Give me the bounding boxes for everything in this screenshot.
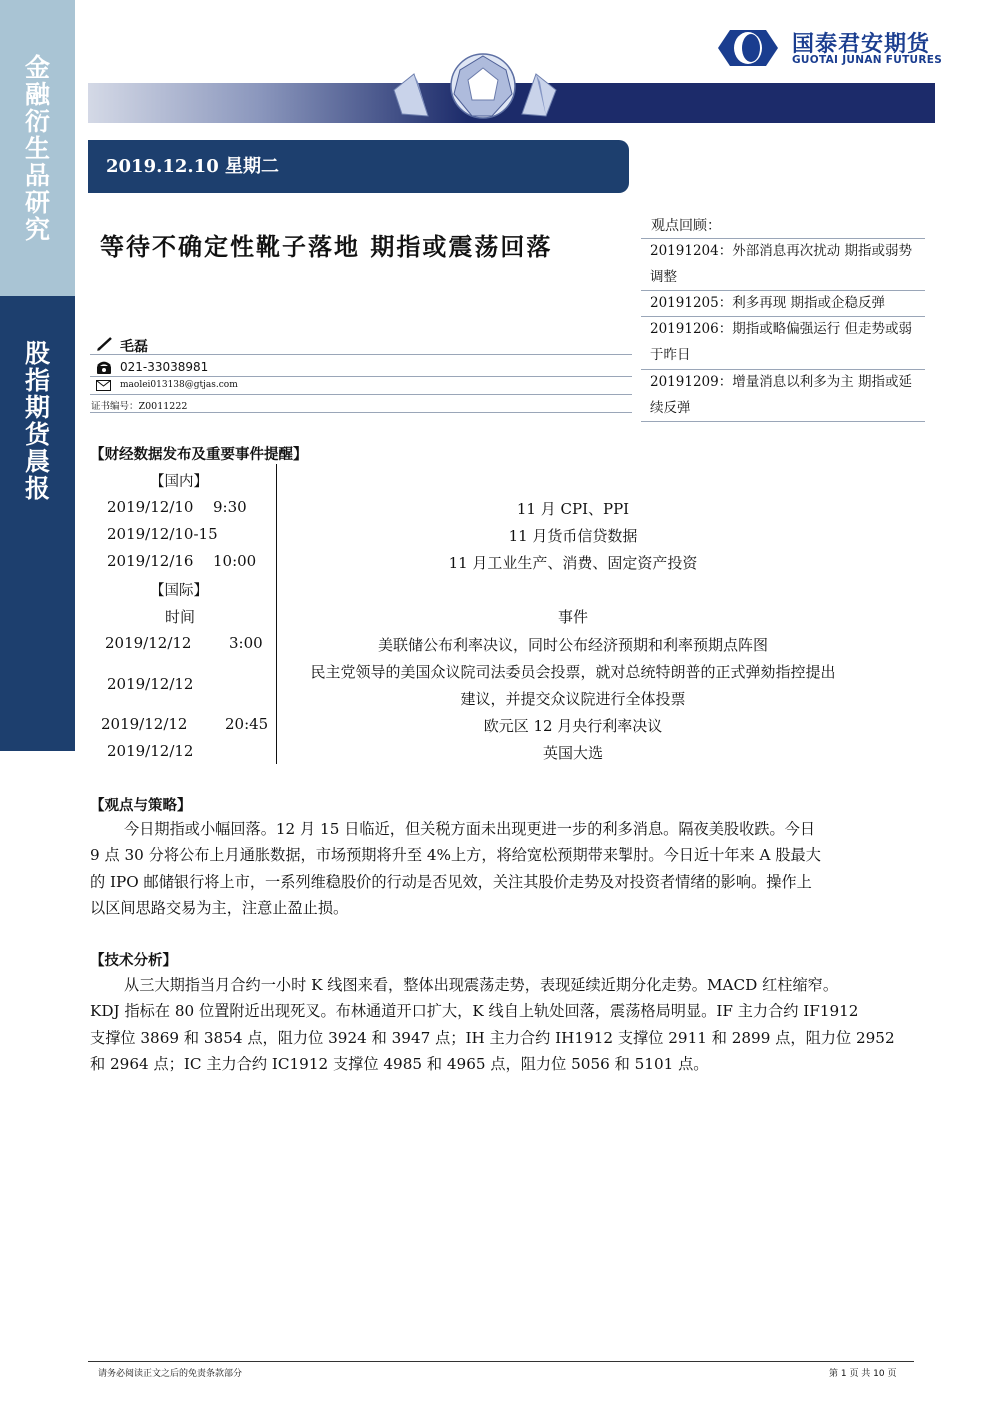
event-time: 20:45 xyxy=(225,715,269,733)
divider xyxy=(641,421,925,422)
author-cert-number: 证书编号：Z0011222 xyxy=(91,401,188,412)
mail-icon xyxy=(96,380,111,391)
event-time: 9:30 xyxy=(213,498,247,516)
technical-section-title: 【技术分析】 xyxy=(90,952,177,969)
divider xyxy=(90,354,632,355)
event-date: 2019/12/12 xyxy=(107,742,194,760)
paragraph-line: 和 2964 点；IC 主力合约 IC1912 支撑位 4985 和 4965 点，阻力位 5056 和 5101 点。 xyxy=(90,1054,709,1073)
report-title: 等待不确定性靴子落地 期指或震荡回落 xyxy=(100,232,553,261)
footer-divider xyxy=(88,1361,914,1362)
paragraph-line: 今日期指或小幅回落。12 月 15 日临近，但关税方面未出现更进一步的利多消息。隔夜美股收跌。今日 xyxy=(124,820,816,838)
author-name: 毛磊 xyxy=(120,339,148,355)
strategy-paragraph xyxy=(90,816,913,921)
event-description: 11 月 CPI、PPI xyxy=(516,500,630,518)
event-description: 欧元区 12 月央行利率决议 xyxy=(483,717,663,735)
paragraph-line: 以区间思路交易为主，注意止盈止损。 xyxy=(90,898,349,917)
paragraph-line: 支撑位 3869 和 3854 点，阻力位 3924 和 3947 点；IH 主力合约 IH1912 支撑位 2911 和 2899 点，阻力位 2952 xyxy=(90,1028,895,1047)
event-date: 2019/12/10 xyxy=(107,498,194,516)
event-time: 3:00 xyxy=(229,634,263,652)
paragraph-line: 从三大期指当月合约一小时 K 线图来看，整体出现震荡走势，表现延续近期分化走势。MACD 红柱缩窄。 xyxy=(124,976,839,994)
review-heading: 观点回顾： xyxy=(651,218,721,234)
report-date: 2019.12.10 星期二 xyxy=(106,156,279,177)
paragraph-line: 的 IPO 邮储银行将上市，一系列维稳股价的行动是否见效，关注其股价走势及对投资者情绪的影响。操作上 xyxy=(90,872,812,891)
event-date: 2019/12/16 xyxy=(107,552,194,570)
event-description: 建议，并提交众议院进行全体投票 xyxy=(460,690,686,708)
event-date: 2019/12/12 xyxy=(107,675,194,693)
author-email[interactable]: maolei013138@gtjas.com xyxy=(120,380,238,390)
event-date: 2019/12/12 xyxy=(101,715,188,733)
diamond-graphic-icon xyxy=(388,52,578,124)
sidebar-label-report: 股 指 期 货 晨 报 xyxy=(24,339,50,503)
review-item: 20191205：利多再现 期指或企稳反弹 xyxy=(650,295,886,311)
event-time: 10:00 xyxy=(213,552,257,570)
event-description: 11 月工业生产、消费、固定资产投资 xyxy=(448,554,698,572)
divider xyxy=(90,412,632,413)
event-date: 2019/12/12 xyxy=(105,634,192,652)
company-name-en: GUOTAI JUNAN FUTURES xyxy=(792,54,943,66)
paragraph-line: KDJ 指标在 80 位置附近出现死叉。布林通道开口扩大，K 线自上轨处回落，震荡格局明显。IF 主力合约 IF1912 xyxy=(90,1002,859,1021)
event-date: 2019/12/10-15 xyxy=(107,525,218,543)
column-header-event: 事件 xyxy=(557,608,588,626)
divider xyxy=(90,376,632,377)
event-description: 11 月货币信贷数据 xyxy=(508,527,638,545)
review-item: 20191209：增量消息以利多为主 期指或延续反弹 xyxy=(650,374,913,416)
review-item: 20191206：期指或略偏强运行 但走势或弱于昨日 xyxy=(650,321,913,363)
divider xyxy=(90,394,632,395)
author-phone: 021-33038981 xyxy=(120,360,209,374)
paragraph-line: 9 点 30 分将公布上月通胀数据，市场预期将升至 4%上方，将给宽松预期带来掣肘。今日近十年来 A 股最大 xyxy=(90,846,821,865)
company-name-cn: 国泰君安期货 xyxy=(792,32,931,57)
footer-disclaimer: 请务必阅读正文之后的免责条款部分 xyxy=(98,1369,243,1379)
domestic-label: 【国内】 xyxy=(150,474,208,490)
page-number: 第 1 页 共 10 页 xyxy=(829,1369,897,1379)
technical-paragraph xyxy=(90,972,913,1077)
review-item: 20191204：外部消息再次扰动 期指或弱势调整 xyxy=(650,243,913,285)
sidebar-label-research: 金 融 衍 生 品 研 究 xyxy=(24,53,50,244)
intl-label: 【国际】 xyxy=(150,583,208,599)
events-section-title: 【财经数据发布及重要事件提醒】 xyxy=(90,446,308,463)
pen-icon xyxy=(96,336,114,352)
column-header-time: 时间 xyxy=(165,608,196,626)
strategy-section-title: 【观点与策略】 xyxy=(90,797,192,814)
phone-icon xyxy=(96,361,112,375)
company-logo-icon xyxy=(716,28,780,68)
event-description: 民主党领导的美国众议院司法委员会投票，就对总统特朗普的正式弹劾指控提出 xyxy=(310,663,836,681)
event-description: 美联储公布利率决议，同时公布经济预期和利率预期点阵图 xyxy=(377,636,768,654)
event-description: 英国大选 xyxy=(542,744,603,762)
